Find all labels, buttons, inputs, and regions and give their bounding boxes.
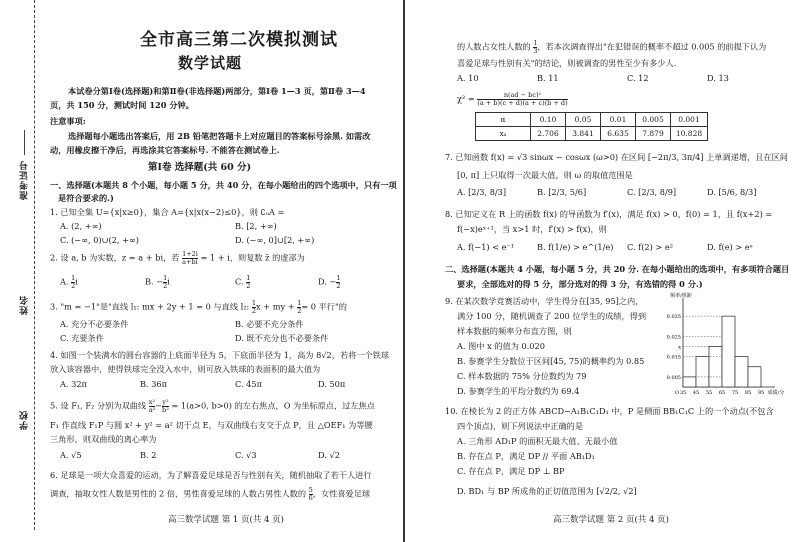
q8-stem-2: f(−x)eˣ⁺¹，当 x>1 时，f′(x) > f(x)，则 <box>457 224 607 234</box>
intro-line-1: 本试卷分第Ⅰ卷(选择题)和第Ⅱ卷(非选择题)两部分，第Ⅰ卷 1—3 页，第Ⅱ卷 3—4 <box>68 86 366 96</box>
q3-option-d: D. 既不充分也不必要条件 <box>235 333 329 343</box>
section-1-header-1: 一、选择题(本题共 8 个小题，每小题 5 分，共 40 分，在每小题给出的四个选项中，只有一项 <box>50 180 397 190</box>
q3-option-a: A. 充分不必要条件 <box>60 319 129 329</box>
q2-option-b: B. − $\frac{1}{2}$ i <box>145 274 170 290</box>
q1-option-b: B. [2, +∞) <box>235 221 277 231</box>
y-tick-label: x <box>678 344 681 351</box>
y-axis-label: 频率/组距 <box>670 293 692 299</box>
x-tick-label: 35 <box>679 390 687 396</box>
q8-option-a: A. f(−1) < e⁻¹ <box>457 242 515 252</box>
q4-stem-1: 4. 如图一个装满水的圆台容器的上底面半径为 5，下底面半径为 1，高为 8√2，若将一个铁球 <box>50 350 390 360</box>
q1-option-a: A. (2, +∞) <box>60 221 102 231</box>
q6-option-c: C. 12 <box>627 73 649 83</box>
q5-option-a: A. √5 <box>60 450 82 460</box>
critical-value-table: α 0.10 0.05 0.01 0.005 0.001 xₐ 2.706 3.841 6.635 7.879 10.828 <box>475 112 708 141</box>
q2-option-a: A. $\frac{1}{2}$ i <box>60 274 78 290</box>
binding-line <box>34 0 35 530</box>
part-1-title: 第Ⅰ卷 选择题(共 60 分) <box>148 162 252 173</box>
q9-option-a: A. 图中 x 的值为 0.020 <box>457 341 545 351</box>
section-1-header-2: 是符合要求的.) <box>58 193 114 203</box>
q8-option-c: C. f(2) > e² <box>627 242 673 252</box>
q9-stem-2: 满分 100 分，随机调查了 200 位学生的成绩，得到 <box>457 311 647 321</box>
histogram-bar <box>748 367 761 387</box>
q8-option-d: D. f(e) > eᵉ <box>707 242 753 252</box>
section-2-header-2: 要求，全部选对的得 5 分，部分选对的得 3 分，有选错的得 0 分.) <box>457 279 703 289</box>
exam-subtitle: 数学试题 <box>178 54 243 72</box>
frequency-histogram <box>661 292 791 404</box>
q5-option-b: B. 2 <box>140 450 157 460</box>
histogram-bar <box>722 316 735 387</box>
q2-stem: 2. 设 a, b 为实数，z = a + bi，若 $\frac{1+2i}{a+bi}$ = 1 + i，则复数 z̄ 的虚部为 <box>50 250 305 266</box>
notice-title: 注意事项: <box>50 116 86 126</box>
histogram-bar <box>683 377 696 387</box>
intro-line-2: 页，共 150 分，测试时间 120 分钟。 <box>50 100 194 110</box>
side-label-exam-number: 准考证号 <box>20 160 30 200</box>
q4-option-a: A. 32π <box>60 379 87 389</box>
q6-continued-2: 喜爱足球与性别有关"的结论，则被调查的男性至少有多少人. <box>457 58 677 68</box>
q5-option-d: D. √2 <box>318 450 340 460</box>
q3-stem: 3. "m = −1"是"直线 l₁: mx + 2y + 1 = 0 与直线 l₂: $\frac{1}{2}$ x + my + $\frac{1}{2}$ = 0 平行"的 <box>50 299 347 315</box>
footer-page-1: 高三数学试题 第 1 页(共 4 页) <box>168 515 284 525</box>
side-label-school: 学校 <box>20 410 30 430</box>
notice-line-2: 动，用橡皮擦干净后，再选涂其它答案标号. 不能答在测试卷上. <box>50 145 280 155</box>
histogram-bar <box>696 357 709 387</box>
q10-stem-1: 10. 在棱长为 2 的正方体 ABCD−A₁B₁C₁D₁ 中，P 是侧面 BB₁C₁C 上的一个动点(不包含 <box>445 406 774 416</box>
footer-page-2: 高三数学试题 第 2 页(共 4 页) <box>553 515 669 525</box>
q6-option-d: D. 13 <box>707 73 729 83</box>
q4-option-d: D. 50π <box>318 379 346 389</box>
q2-option-d: D. − $\frac{1}{2}$ <box>318 274 341 290</box>
q7-stem-1: 7. 已知函数 f(x) = √3 sinωx − cosωx (ω>0) 在区间 [−2π/3, 3π/4] 上单调递增，且在区间 <box>445 152 788 162</box>
exam-page-2 <box>405 0 794 542</box>
q7-option-b: B. [2/3, 5/6] <box>537 187 587 197</box>
side-label-name: 姓名 <box>20 295 30 315</box>
q2-option-c: C. $\frac{1}{2}$ <box>235 274 251 290</box>
q8-option-b: B. f(1/e) > e^(1/e) <box>537 242 614 252</box>
x-axis-label: 成绩/分 <box>767 390 785 396</box>
q4-option-b: B. 36π <box>140 379 168 389</box>
q9-option-c: C. 样本数据的 75% 分位数约为 79 <box>457 371 587 381</box>
q5-stem-2: F₁ 作直线 F₁P 与圆 x² + y² = a² 切于点 E，与双曲线右支交于点 P，且 △OEF₁ 为等腰 <box>50 420 373 430</box>
y-tick-label: 0.005 <box>666 374 681 381</box>
x-tick-label: 75 <box>731 390 739 396</box>
q9-option-b: B. 参赛学生分数位于区间[45, 75)的概率约为 0.85 <box>457 356 645 366</box>
q10-option-b: B. 存在点 P，满足 DP // 平面 AB₁D₁ <box>457 451 595 461</box>
notice-line-1: 选择题每小题选出答案后，用 2B 铅笔把答题卡上对应题目的答案标号涂黑. 如需改 <box>68 131 371 141</box>
q3-option-b: B. 必要不充分条件 <box>235 319 304 329</box>
histogram-bar <box>735 357 748 387</box>
q9-stem-1: 9. 在某次数学竞赛活动中，学生得分在[35, 95]之内， <box>445 296 644 306</box>
x-tick-label: 85 <box>744 390 752 396</box>
q8-stem-1: 8. 已知定义在 R 上的函数 f(x) 的导函数为 f′(x)，满足 f(x) > 0，f(0) = 1，且 f(x+2) = <box>445 209 773 219</box>
q10-option-d: D. BD₁ 与 BP 所成角的正切值范围为 [√2/2, √2] <box>457 486 637 496</box>
q4-stem-2: 放入该容器中，使得铁球完全没入水中，则可放入铁球的表面积的最大值为 <box>50 364 321 374</box>
q1-stem: 1. 已知全集 U={x|x≥0}，集合 A={x|x(x−2)≤0}，则 ∁ᵤA = <box>50 207 285 217</box>
q5-option-c: C. √3 <box>235 450 257 460</box>
q9-option-d: D. 参赛学生的平均分数约为 69.4 <box>457 386 580 396</box>
q7-option-a: A. [2/3, 8/3] <box>457 187 507 197</box>
q6-option-b: B. 11 <box>537 73 559 83</box>
q5-stem-3: 三角形，则双曲线的离心率为 <box>50 434 157 444</box>
q4-option-c: C. 45π <box>235 379 262 389</box>
q6-stem-1: 6. 足球是一项大众喜爱的运动，为了解喜爱足球是否与性别有关，随机抽取了若干人进行 <box>50 470 372 480</box>
q10-option-a: A. 三角形 AD₁P 的面积无最大值、无最小值 <box>457 436 618 446</box>
q6-continued-1: 的人数占女性人数的 $\frac{1}{3}$ ，若本次调查得出"在犯错误的概率不超过 0.005 的前提下认为 <box>457 39 767 55</box>
x-tick-label: 65 <box>718 390 726 396</box>
origin-label: O <box>674 390 679 396</box>
chi-square-formula: χ² = $\frac{\text{n(ad − bc)²}}{(a + b)(c + d)(a + c)(b + d)}$ <box>457 91 568 107</box>
q6-stem-2: 调查，抽取女性人数是男性的 2 倍，男性喜爱足球的人数占男性人数的 $\frac{5}{6}$ ，女性喜爱足球 <box>50 486 371 502</box>
q10-stem-2: 四个顶点)，则下列说法中正确的是 <box>457 421 584 431</box>
y-tick-label: 0.035 <box>666 314 681 321</box>
q5-stem-1: 5. 设 F₁, F₂ 分别为双曲线 $\frac{\text{x²}}{\text{a²}}$ − $\frac{\text{y²}}{\text{b²}}$ = 1(a>0, b>0) 的左右焦点，O 为坐标原点，过左焦点 <box>50 398 375 414</box>
x-tick-label: 45 <box>692 390 700 396</box>
section-2-header-1: 二、选择题(本题共 4 小题，每小题 5 分，共 20 分. 在每小题给出的选项中，有多项符合题目 <box>445 264 790 274</box>
histogram-bar <box>709 347 722 388</box>
q6-option-a: A. 10 <box>457 73 479 83</box>
q7-option-c: C. [2/3, 8/9] <box>627 187 677 197</box>
x-tick-label: 95 <box>757 390 765 396</box>
q10-option-c: C. 存在点 P，满足 DP ⊥ BP <box>457 466 565 476</box>
y-tick-label: 0.015 <box>666 354 681 361</box>
exam-title: 全市高三第二次模拟测试 <box>140 30 338 50</box>
q7-option-d: D. [5/6, 8/3] <box>707 187 757 197</box>
q1-option-d: D. (−∞, 0]∪[2, +∞) <box>235 235 315 245</box>
q3-option-c: C. 充要条件 <box>60 333 104 343</box>
y-tick-label: 0.025 <box>666 334 681 341</box>
q1-option-c: C. (−∞, 0)∪(2, +∞) <box>60 235 140 245</box>
q7-stem-2: [0, π] 上只取得一次最大值，则 ω 的取值范围是 <box>457 170 633 180</box>
q9-stem-3: 样本数据的频率分布直方图，则 <box>457 326 572 336</box>
x-tick-label: 55 <box>705 390 713 396</box>
